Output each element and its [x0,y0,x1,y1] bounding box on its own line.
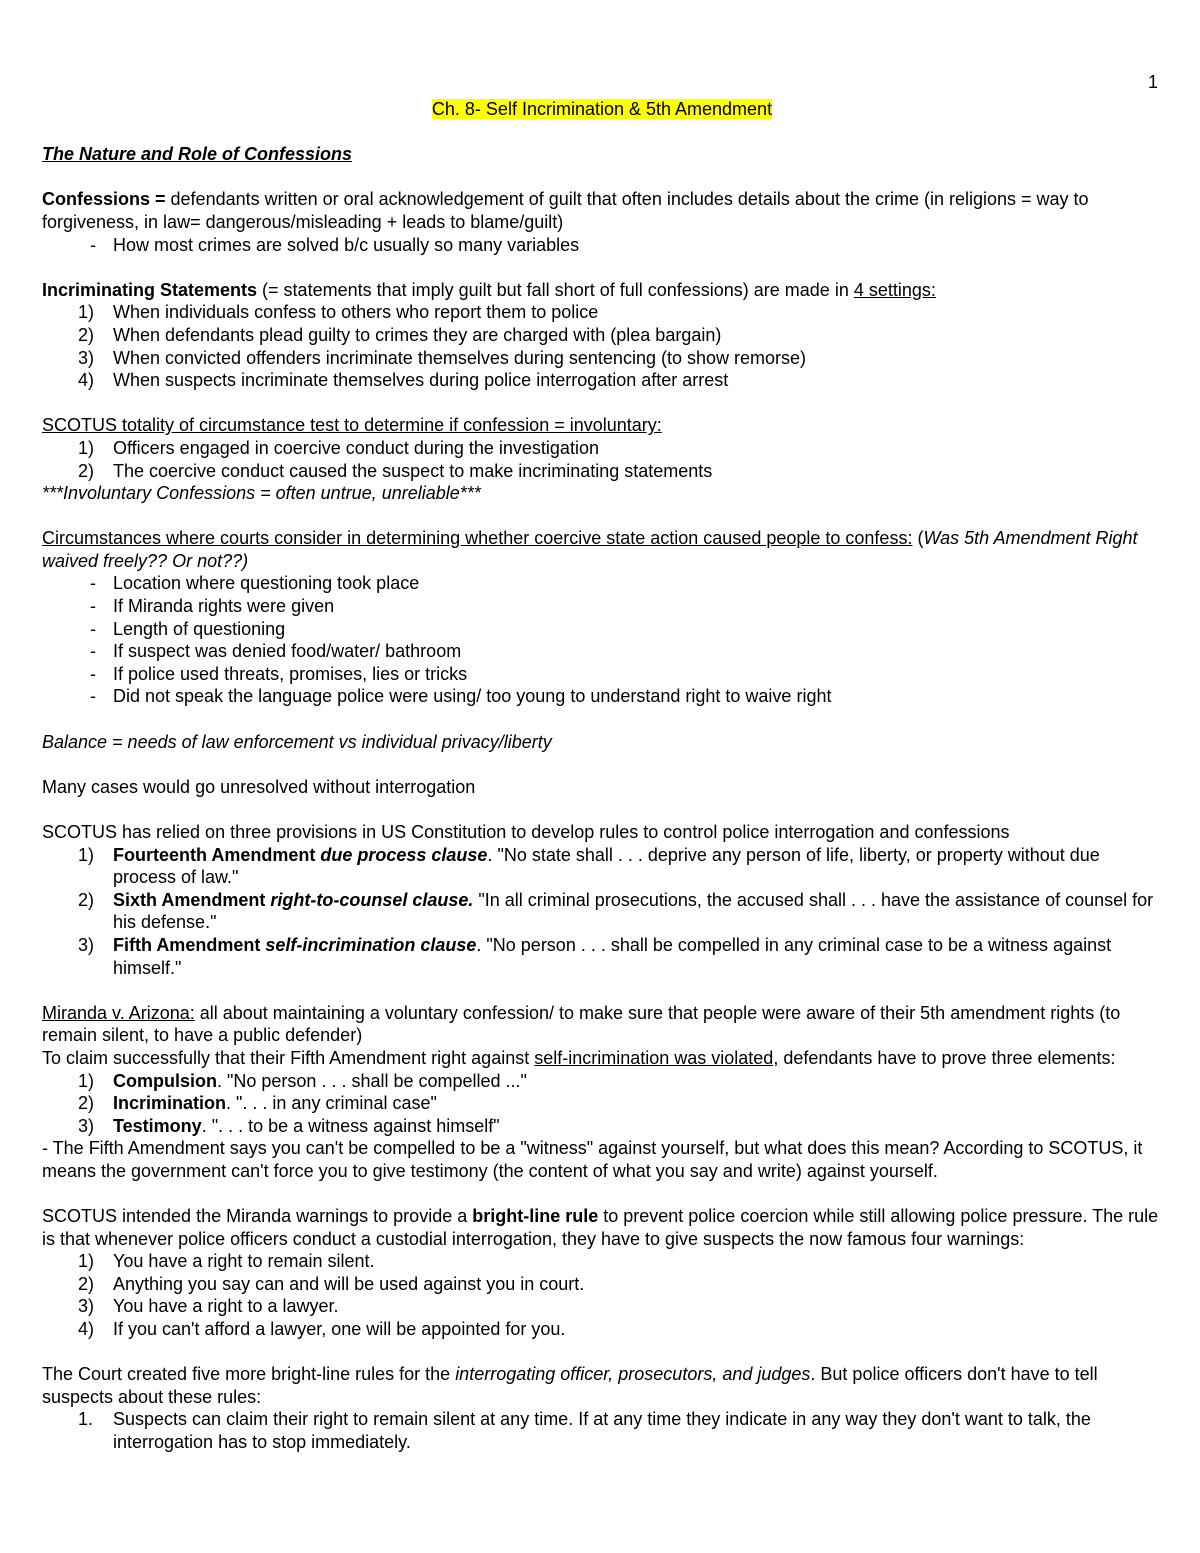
provision-clause: self-incrimination clause [265,934,477,955]
element-name: Compulsion [113,1070,217,1091]
list-item [42,934,1162,979]
list-item [42,1250,1162,1273]
provision-text: . "No person . . . shall be compelled in any criminal case to be a witness against himself." [113,934,1112,978]
provision-clause: right-to-counsel clause. [270,889,474,910]
number-marker: 3) [78,1115,95,1136]
totality-item: The coercive conduct caused the suspect to make incriminating statements [113,460,713,481]
settings-label: 4 settings: [853,279,936,300]
provision-text: . "No state shall . . . deprive any person of life, liberty, or property without due process of law." [113,844,1100,888]
incriminating-paragraph [42,279,1162,302]
list-item [42,1115,1162,1138]
number-marker: 1) [78,1251,95,1272]
incriminating-term: Incriminating Statements [42,279,258,300]
bright-line-rule: bright-line rule [472,1206,599,1227]
more-rules-intro [42,1363,1162,1408]
rule-item: Suspects can claim their right to remain silent at any time. If at any time they indicate in any way they don't want to talk, the interrogation has to stop immediately. [113,1409,1091,1453]
document-title-line [42,98,1162,121]
circumstance-item: Length of questioning [113,618,286,639]
list-item [42,369,1162,392]
page-title: Ch. 8- Self Incrimination & 5th Amendment [431,99,773,119]
circumstance-item: If Miranda rights were given [113,596,335,617]
list-item [42,234,1162,257]
list-item [42,1273,1162,1296]
list-item [42,1318,1162,1341]
miranda-paragraph [42,1002,1162,1047]
miranda-summary: all about maintaining a voluntary confession/ to make sure that people were aware of their 5th amendment rights (to remain silent, to have a public defender) [42,1002,1121,1046]
totality-heading: SCOTUS totality of circumstance test to determine if confession = involuntary: [42,415,662,436]
dash-marker: - [90,596,96,617]
circumstance-item: Location where questioning took place [113,573,420,594]
provision-name: Sixth Amendment [113,889,271,910]
claim-paragraph [42,1047,1162,1070]
number-marker: 1. [78,1409,94,1430]
warnings-intro-end: to prevent police coercion while still allowing police pressure. The rule is that whenever police officers conduct a custodial interrogation, they have to give suspects the now famous four warnings: [42,1206,1159,1249]
list-item [42,572,1162,595]
confessions-definition: defendants written or oral acknowledgement of guilt that often includes details about the crime (in religions = way to forgiveness, in law= dangerous/misleading + leads to blame/guilt) [42,189,1089,232]
involuntary-note: ***Involuntary Confessions = often untrue, unreliable*** [42,483,481,504]
element-text: . "No person . . . shall be compelled ..." [217,1070,527,1091]
number-marker: 2) [78,1273,95,1294]
warnings-intro [42,1205,1162,1250]
list-item [42,1070,1162,1093]
circumstance-item: If suspect was denied food/water/ bathroom [113,641,462,662]
close-paren: ) [242,550,249,571]
claim-end: defendants have to prove three elements: [778,1047,1116,1068]
provision-clause: due process clause [320,844,488,865]
incriminating-definition: (= statements that imply guilt but fall short of full confessions) are made in [257,279,854,300]
number-marker: 4) [78,1319,95,1340]
document-body [42,98,1162,1454]
confessions-paragraph [42,188,1162,233]
more-rules-audience: interrogating officer, prosecutors, and judges [455,1364,811,1385]
dash-marker: - [90,234,96,255]
number-marker: 3) [78,347,95,368]
number-marker: 2) [78,889,95,910]
list-item [42,1092,1162,1115]
miranda-case: Miranda v. Arizona: [42,1002,195,1023]
number-marker: 1) [78,844,95,865]
element-text: . ". . . in any criminal case" [226,1093,437,1114]
setting-item: When suspects incriminate themselves during police interrogation after arrest [113,370,729,391]
circumstance-item: If police used threats, promises, lies or tricks [113,663,468,684]
section-heading-line [42,143,1162,166]
number-marker: 2) [78,460,95,481]
number-marker: 2) [78,324,95,345]
confessions-term: Confessions = [42,189,166,210]
circumstances-question: Was 5th Amendment Right waived freely?? Or not?? [42,528,1138,571]
list-item [42,347,1162,370]
number-marker: 1) [78,302,95,323]
element-name: Testimony [113,1115,202,1136]
circumstances-paragraph [42,527,1162,572]
dash-marker: - [90,641,96,662]
list-item [42,595,1162,618]
page-number: 1 [1147,72,1158,92]
setting-item: When convicted offenders incriminate themselves during sentencing (to show remorse) [113,347,806,368]
provision-name: Fifth Amendment [113,934,266,955]
number-marker: 4) [78,370,95,391]
list-item [42,685,1162,708]
balance-line: Balance = needs of law enforcement vs individual privacy/liberty [42,731,552,752]
warning-item: You have a right to remain silent. [113,1251,375,1272]
list-item [42,889,1162,934]
list-item [42,324,1162,347]
claim-underlined: self-incrimination was violated, [534,1047,779,1068]
list-item [42,640,1162,663]
dash-marker: - [90,663,96,684]
list-item [42,663,1162,686]
list-item [42,460,1162,483]
confessions-bullet: How most crimes are solved b/c usually so many variables [113,234,580,255]
list-item [42,844,1162,889]
list-item [42,301,1162,324]
number-marker: 1) [78,1070,95,1091]
list-item [42,1295,1162,1318]
circumstances-heading: Circumstances where courts consider in determining whether coercive state action caused people to confess: [42,528,913,549]
number-marker: 3) [78,1296,95,1317]
totality-item: Officers engaged in coercive conduct during the investigation [113,437,599,458]
list-item [42,437,1162,460]
provisions-intro: SCOTUS has relied on three provisions in US Constitution to develop rules to control police interrogation and confessions [42,822,1010,842]
provision-name: Fourteenth Amendment [113,844,321,865]
list-item [42,1408,1162,1453]
unresolved-line: Many cases would go unresolved without interrogation [42,776,476,797]
list-item [42,618,1162,641]
number-marker: 3) [78,934,95,955]
number-marker: 1) [78,437,95,458]
setting-item: When defendants plead guilty to crimes they are charged with (plea bargain) [113,324,722,345]
fifth-amendment-explanation: - The Fifth Amendment says you can't be compelled to be a "witness" against yourself, but what does this mean? According to SCOTUS, it means the government can't force you to give testimony (the content of what you say and write) against yourself. [42,1138,1143,1181]
provision-text: "In all criminal prosecutions, the accused shall . . . have the assistance of counsel for his defense." [113,889,1154,933]
circumstance-item: Did not speak the language police were using/ too young to understand right to waive right [113,686,832,707]
element-name: Incrimination [113,1093,227,1114]
warnings-intro-start: SCOTUS intended the Miranda warnings to provide a [42,1206,473,1227]
claim-start: To claim successfully that their Fifth Amendment right against [42,1047,535,1068]
dash-marker: - [90,618,96,639]
open-paren: ( [912,528,924,549]
dash-marker: - [90,686,96,707]
warning-item: You have a right to a lawyer. [113,1296,339,1317]
dash-marker: - [90,573,96,594]
element-text: . ". . . to be a witness against himself" [201,1115,500,1136]
warning-item: Anything you say can and will be used against you in court. [113,1273,585,1294]
number-marker: 2) [78,1093,95,1114]
setting-item: When individuals confess to others who report them to police [113,302,599,323]
totality-heading-line [42,414,1162,437]
more-rules-start: The Court created five more bright-line rules for the [42,1364,456,1385]
section-heading: The Nature and Role of Confessions [42,144,353,165]
more-rules-end: . But police officers don't have to tell suspects about these rules: [42,1364,1098,1407]
warning-item: If you can't afford a lawyer, one will be appointed for you. [113,1319,566,1340]
